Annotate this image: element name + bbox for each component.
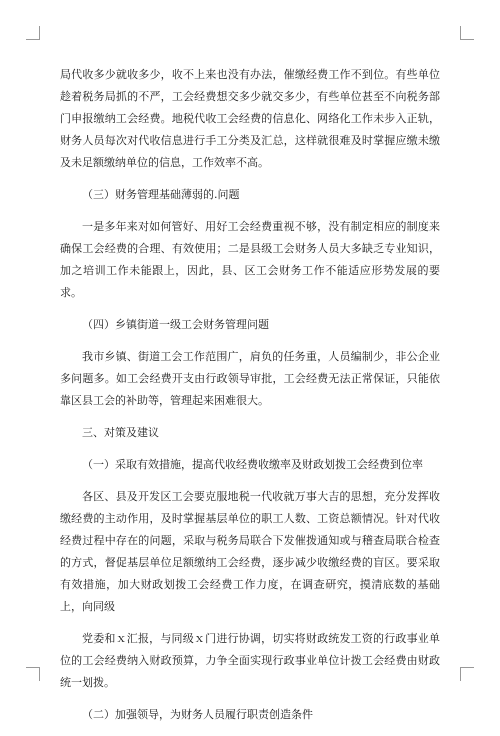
crop-mark-top-right — [460, 26, 474, 40]
crop-mark-top-left — [26, 26, 40, 40]
heading-countermeasures: 三、对策及建议 — [82, 426, 159, 439]
crop-mark-bottom-right — [460, 667, 474, 681]
heading-strengthen-leadership: （二）加强领导，为财务人员履行职责创造条件 — [82, 708, 313, 721]
heading-financial-management-weak: （三）财务管理基础薄弱的.问题 — [82, 188, 240, 201]
document-body — [60, 64, 440, 736]
paragraph-financial-management-weak: 一是多年来对如何管好、用好工会经费重视不够，没有制定相应的制度来确保工会经费的合理、有效使用；二是县级工会财务人员大多缺乏专业知识，加之培训工作未能跟上，因此，县、区工会财务工作不能适应形势发展的要求。 — [60, 220, 440, 299]
crop-mark-bottom-left — [26, 667, 40, 681]
paragraph-township-finance: 我市乡镇、街道工会工作范围广，肩负的任务重，人员编制少，非公企业多问题多。如工会经费开支由行政领导审批，工会经费无法正常保证，只能依靠区县工会的补助等，管理起来困难很大。 — [60, 350, 440, 407]
heading-effective-measures: （一）采取有效措施，提高代收经费收缴率及财政划拨工会经费到位率 — [82, 458, 423, 471]
paragraph-party-committee-report: 党委和ｘ汇报，与同级ｘ门进行协调，切实将财政统发工资的行政事业单位的工会经费纳入财政预算，力争全面实现行政事业单位计拨工会经费由财政统一划拨。 — [60, 632, 440, 689]
paragraph-effective-measures: 各区、县及开发区工会要克服地税一代收就万事大吉的思想，充分发挥收缴经费的主动作用，及时掌握基层单位的职工人数、工资总额情况。针对代收经费过程中存在的问题，采取与税务局联合下发催拨通知或与稽查局联合检查的方式，督促基层单位足额缴纳工会经费，逐步减少收缴经费的盲区。要采取有效措施，加大财政划拨工会经费工作力度，在调查研究，摸清底数的基础上，向同级 — [60, 490, 440, 613]
paragraph-tax-collection-issues: 局代收多少就收多少，收不上来也没有办法，催缴经费工作不到位。有些单位趁着税务局抓的不严，工会经费想交多少就交多少，有些单位甚至不向税务部门申报缴纳工会经费。地税代收工会经费的信息化、网络化工作未步入正轨，财务人员每次对代收信息进行手工分类及汇总，这样就很难及时掌握应缴未缴及未足额缴纳单位的信息，工作效率不高。 — [60, 68, 440, 169]
heading-township-finance: （四）乡镇街道一级工会财务管理问题 — [82, 318, 269, 331]
